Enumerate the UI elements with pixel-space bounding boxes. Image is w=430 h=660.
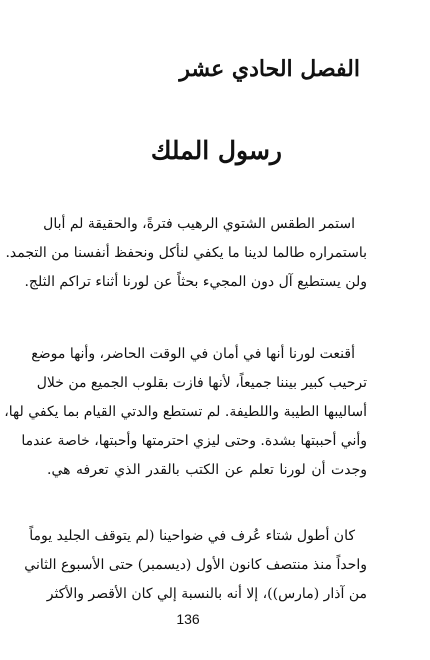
paragraph-2-line-5: وجدت أن لورنا تعلم عن الكتب بالقدر الذي تعرفه هي. — [47, 462, 367, 478]
paragraph-2 — [4, 340, 367, 485]
paragraph-2-line-4: وأني أحببتها بشدة. وحتى ليزي احترمتها وأحبتها، خاصة عندما — [21, 433, 367, 449]
paragraph-3-line-2: واحداً منذ منتصف كانون الأول (ديسمبر) حتى الأسبوع الثاني — [24, 557, 367, 573]
paragraph-3-line-3: من آذار (مارس))، إلا أنه بالنسبة إلي كان الأقصر والأكثر — [46, 586, 367, 602]
paragraph-1-line-1: استمر الطقس الشتوي الرهيب فترةً، والحقيقة لم أبال — [43, 216, 355, 232]
paragraph-1-line-2: باستمراره طالما لدينا ما يكفي لنأكل ونحفظ أنفسنا من التجمد. — [5, 245, 367, 261]
paragraph-3 — [24, 522, 367, 609]
chapter-title: الفصل الحادي عشر — [179, 56, 360, 82]
section-title: رسول الملك — [150, 136, 282, 165]
paragraph-2-line-2: ترحيب كبير بيننا جميعاً، لأنها فازت بقلوب الجميع من خلال — [36, 375, 367, 391]
paragraph-3-line-1: كان أطول شتاء عُرف في ضواحينا (لم يتوقف الجليد يوماً — [29, 528, 355, 544]
paragraph-2-line-3: أساليبها الطيبة واللطيفة. لم تستطع والدتي القيام بما يكفي لها، — [4, 404, 367, 420]
paragraph-1-line-3: ولن يستطيع آل دون المجيء بحثاً عن لورنا أثناء تراكم الثلج. — [24, 274, 367, 290]
paragraph-1 — [5, 210, 367, 297]
paragraph-2-line-1: أقنعت لورنا أنها في أمان في الوقت الحاضر، وأنها موضع — [31, 346, 355, 362]
page-number: 136 — [176, 611, 200, 627]
